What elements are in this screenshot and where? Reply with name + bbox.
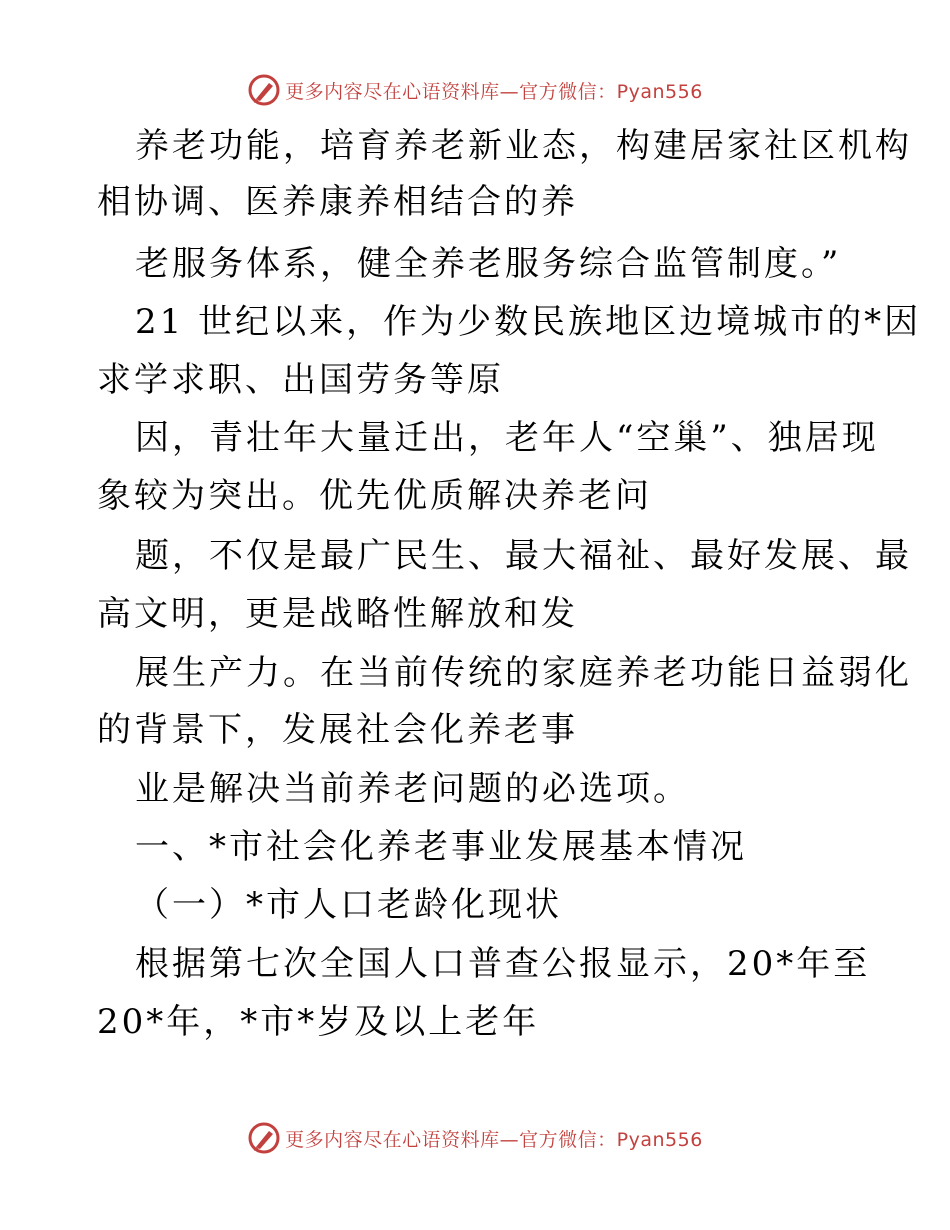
header-watermark-text: 更多内容尽在心语资料库—官方微信：Pyan556 (285, 80, 703, 103)
paragraph-line: 求学求职、出国劳务等原 (97, 360, 504, 400)
section-heading: 一、*市社会化养老事业发展基本情况 (135, 827, 747, 867)
paragraph-line: 20*年，*市*岁及以上老年 (97, 1002, 540, 1042)
paragraph-line: 业是解决当前养老问题的必选项。 (135, 769, 690, 809)
paragraph-line: 21 世纪以来，作为少数民族地区边境城市的*因 (135, 302, 922, 342)
paragraph-line: 相协调、医养康养相结合的养 (97, 182, 578, 222)
paragraph-line: 老服务体系，健全养老服务综合监管制度。” (135, 244, 842, 284)
paragraph-line: 因，青壮年大量迁出，老年人“空巢”、独居现 (135, 418, 879, 458)
header-watermark (0, 72, 950, 108)
subsection-heading: （一）*市人口老龄化现状 (135, 885, 562, 925)
paragraph-line: 的背景下，发展社会化养老事 (97, 710, 578, 750)
footer-watermark-text: 更多内容尽在心语资料库—官方微信：Pyan556 (285, 1128, 703, 1151)
pen-circle-logo-icon (247, 1121, 281, 1155)
paragraph-line: 养老功能，培育养老新业态，构建居家社区机构 (135, 126, 912, 166)
paragraph-line: 根据第七次全国人口普查公报显示，20*年至 (135, 944, 871, 984)
pen-circle-logo-icon (247, 73, 281, 107)
paragraph-line: 题，不仅是最广民生、最大福祉、最好发展、最 (135, 536, 912, 576)
paragraph-line: 高文明，更是战略性解放和发 (97, 594, 578, 634)
footer-watermark (0, 1120, 950, 1156)
paragraph-line: 展生产力。在当前传统的家庭养老功能日益弱化 (135, 653, 912, 693)
paragraph-line: 象较为突出。优先优质解决养老问 (97, 476, 652, 516)
